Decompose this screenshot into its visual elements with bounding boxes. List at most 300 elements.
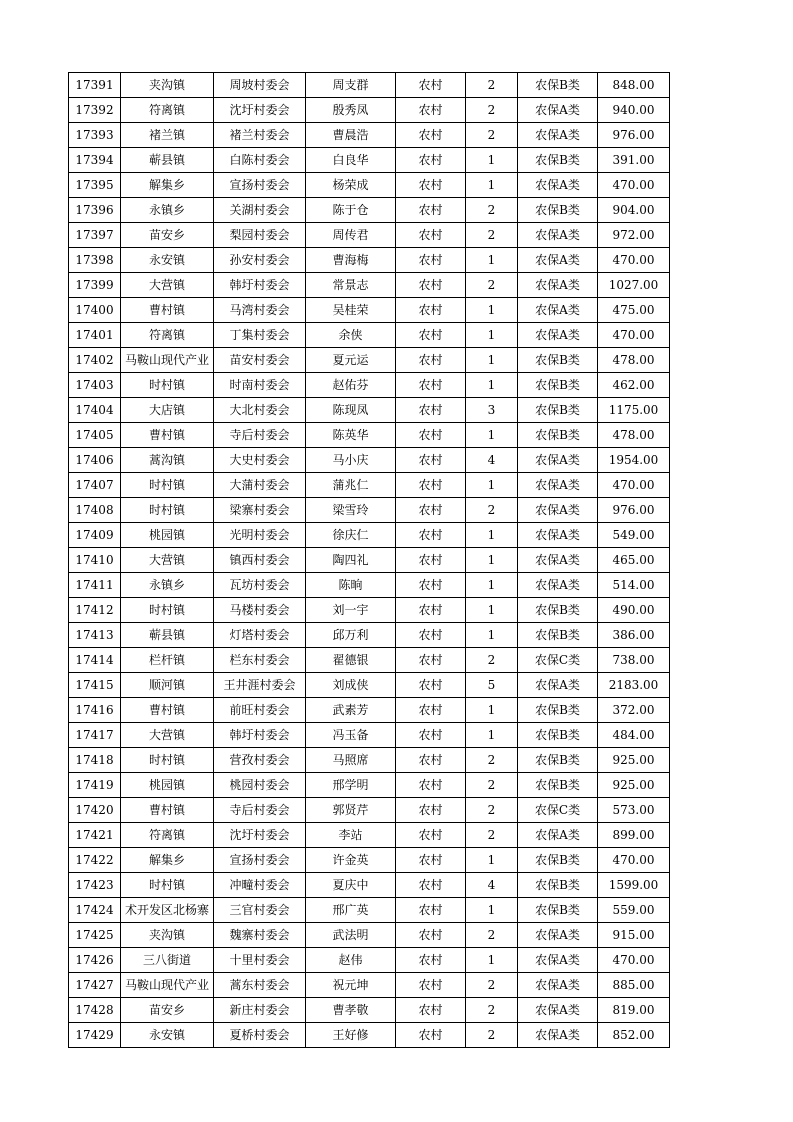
amount-cell: 940.00 xyxy=(598,98,670,123)
person-name-cell: 陈现凤 xyxy=(306,398,396,423)
village-committee-cell: 沈圩村委会 xyxy=(214,98,306,123)
village-committee-cell: 大蒲村委会 xyxy=(214,473,306,498)
amount-cell: 885.00 xyxy=(598,973,670,998)
insurance-type-cell: 农保A类 xyxy=(518,173,598,198)
row-id-cell: 17396 xyxy=(69,198,121,223)
village-committee-cell: 寺后村委会 xyxy=(214,798,306,823)
town-cell: 符离镇 xyxy=(121,823,214,848)
person-name-cell: 祝元坤 xyxy=(306,973,396,998)
person-name-cell: 杨荣成 xyxy=(306,173,396,198)
insurance-type-cell: 农保B类 xyxy=(518,898,598,923)
area-type-cell: 农村 xyxy=(396,348,466,373)
table-row xyxy=(69,198,670,223)
row-id-cell: 17391 xyxy=(69,73,121,98)
insurance-type-cell: 农保B类 xyxy=(518,698,598,723)
amount-cell: 372.00 xyxy=(598,698,670,723)
person-name-cell: 曹孝敬 xyxy=(306,998,396,1023)
area-type-cell: 农村 xyxy=(396,798,466,823)
row-id-cell: 17397 xyxy=(69,223,121,248)
insurance-type-cell: 农保A类 xyxy=(518,273,598,298)
insurance-type-cell: 农保A类 xyxy=(518,448,598,473)
village-committee-cell: 魏寨村委会 xyxy=(214,923,306,948)
person-name-cell: 曹晨浩 xyxy=(306,123,396,148)
area-type-cell: 农村 xyxy=(396,273,466,298)
amount-cell: 1954.00 xyxy=(598,448,670,473)
town-cell: 时村镇 xyxy=(121,373,214,398)
insurance-type-cell: 农保B类 xyxy=(518,73,598,98)
household-count-cell: 1 xyxy=(466,898,518,923)
area-type-cell: 农村 xyxy=(396,598,466,623)
amount-cell: 514.00 xyxy=(598,573,670,598)
household-count-cell: 1 xyxy=(466,323,518,348)
area-type-cell: 农村 xyxy=(396,973,466,998)
row-id-cell: 17400 xyxy=(69,298,121,323)
village-committee-cell: 苗安村委会 xyxy=(214,348,306,373)
household-count-cell: 1 xyxy=(466,598,518,623)
village-committee-cell: 夏桥村委会 xyxy=(214,1023,306,1048)
amount-cell: 976.00 xyxy=(598,123,670,148)
household-count-cell: 2 xyxy=(466,198,518,223)
town-cell: 永镇乡 xyxy=(121,198,214,223)
row-id-cell: 17406 xyxy=(69,448,121,473)
person-name-cell: 周支群 xyxy=(306,73,396,98)
household-count-cell: 2 xyxy=(466,773,518,798)
table-row xyxy=(69,973,670,998)
table-row xyxy=(69,998,670,1023)
person-name-cell: 马小庆 xyxy=(306,448,396,473)
table-row xyxy=(69,73,670,98)
area-type-cell: 农村 xyxy=(396,173,466,198)
town-cell: 蕲县镇 xyxy=(121,623,214,648)
village-committee-cell: 马湾村委会 xyxy=(214,298,306,323)
row-id-cell: 17392 xyxy=(69,98,121,123)
area-type-cell: 农村 xyxy=(396,448,466,473)
row-id-cell: 17393 xyxy=(69,123,121,148)
household-count-cell: 2 xyxy=(466,98,518,123)
person-name-cell: 吴桂荣 xyxy=(306,298,396,323)
table-row xyxy=(69,948,670,973)
person-name-cell: 蒲兆仁 xyxy=(306,473,396,498)
amount-cell: 1175.00 xyxy=(598,398,670,423)
area-type-cell: 农村 xyxy=(396,823,466,848)
village-committee-cell: 营孜村委会 xyxy=(214,748,306,773)
area-type-cell: 农村 xyxy=(396,123,466,148)
area-type-cell: 农村 xyxy=(396,873,466,898)
area-type-cell: 农村 xyxy=(396,998,466,1023)
person-name-cell: 郭贤芹 xyxy=(306,798,396,823)
area-type-cell: 农村 xyxy=(396,373,466,398)
village-committee-cell: 周坡村委会 xyxy=(214,73,306,98)
insurance-type-cell: 农保B类 xyxy=(518,198,598,223)
amount-cell: 549.00 xyxy=(598,523,670,548)
town-cell: 永安镇 xyxy=(121,1023,214,1048)
town-cell: 褚兰镇 xyxy=(121,123,214,148)
village-committee-cell: 王井涯村委会 xyxy=(214,673,306,698)
household-count-cell: 1 xyxy=(466,473,518,498)
insurance-type-cell: 农保A类 xyxy=(518,673,598,698)
household-count-cell: 1 xyxy=(466,298,518,323)
town-cell: 时村镇 xyxy=(121,598,214,623)
insurance-type-cell: 农保B类 xyxy=(518,623,598,648)
insurance-type-cell: 农保A类 xyxy=(518,573,598,598)
town-cell: 桃园镇 xyxy=(121,773,214,798)
town-cell: 解集乡 xyxy=(121,848,214,873)
insurance-type-cell: 农保A类 xyxy=(518,98,598,123)
amount-cell: 1027.00 xyxy=(598,273,670,298)
village-committee-cell: 瓦坊村委会 xyxy=(214,573,306,598)
town-cell: 术开发区北杨寨 xyxy=(121,898,214,923)
village-committee-cell: 大史村委会 xyxy=(214,448,306,473)
area-type-cell: 农村 xyxy=(396,73,466,98)
amount-cell: 852.00 xyxy=(598,1023,670,1048)
row-id-cell: 17399 xyxy=(69,273,121,298)
village-committee-cell: 寺后村委会 xyxy=(214,423,306,448)
person-name-cell: 陈英华 xyxy=(306,423,396,448)
area-type-cell: 农村 xyxy=(396,523,466,548)
insurance-type-cell: 农保A类 xyxy=(518,948,598,973)
insurance-type-cell: 农保B类 xyxy=(518,398,598,423)
insurance-type-cell: 农保C类 xyxy=(518,648,598,673)
household-count-cell: 1 xyxy=(466,248,518,273)
village-committee-cell: 梨园村委会 xyxy=(214,223,306,248)
table-row xyxy=(69,298,670,323)
village-committee-cell: 梁寨村委会 xyxy=(214,498,306,523)
row-id-cell: 17418 xyxy=(69,748,121,773)
area-type-cell: 农村 xyxy=(396,648,466,673)
household-count-cell: 1 xyxy=(466,723,518,748)
person-name-cell: 武法明 xyxy=(306,923,396,948)
town-cell: 解集乡 xyxy=(121,173,214,198)
area-type-cell: 农村 xyxy=(396,723,466,748)
town-cell: 符离镇 xyxy=(121,323,214,348)
village-committee-cell: 时南村委会 xyxy=(214,373,306,398)
table-row xyxy=(69,748,670,773)
amount-cell: 819.00 xyxy=(598,998,670,1023)
person-name-cell: 白良华 xyxy=(306,148,396,173)
household-count-cell: 1 xyxy=(466,373,518,398)
person-name-cell: 李站 xyxy=(306,823,396,848)
table-row xyxy=(69,1023,670,1048)
amount-cell: 470.00 xyxy=(598,948,670,973)
village-committee-cell: 十里村委会 xyxy=(214,948,306,973)
village-committee-cell: 蒿东村委会 xyxy=(214,973,306,998)
insurance-type-cell: 农保A类 xyxy=(518,823,598,848)
amount-cell: 573.00 xyxy=(598,798,670,823)
row-id-cell: 17424 xyxy=(69,898,121,923)
insurance-type-cell: 农保A类 xyxy=(518,298,598,323)
amount-cell: 484.00 xyxy=(598,723,670,748)
insurance-type-cell: 农保A类 xyxy=(518,548,598,573)
area-type-cell: 农村 xyxy=(396,148,466,173)
person-name-cell: 王好修 xyxy=(306,1023,396,1048)
town-cell: 永镇乡 xyxy=(121,573,214,598)
town-cell: 时村镇 xyxy=(121,873,214,898)
person-name-cell: 武素芳 xyxy=(306,698,396,723)
table-row xyxy=(69,323,670,348)
village-committee-cell: 栏东村委会 xyxy=(214,648,306,673)
table-row xyxy=(69,698,670,723)
person-name-cell: 周传君 xyxy=(306,223,396,248)
amount-cell: 972.00 xyxy=(598,223,670,248)
row-id-cell: 17395 xyxy=(69,173,121,198)
household-count-cell: 2 xyxy=(466,973,518,998)
insurance-type-cell: 农保A类 xyxy=(518,123,598,148)
insurance-type-cell: 农保B类 xyxy=(518,423,598,448)
area-type-cell: 农村 xyxy=(396,498,466,523)
table-row xyxy=(69,598,670,623)
table-row xyxy=(69,148,670,173)
area-type-cell: 农村 xyxy=(396,898,466,923)
person-name-cell: 常景志 xyxy=(306,273,396,298)
household-count-cell: 1 xyxy=(466,623,518,648)
household-count-cell: 2 xyxy=(466,823,518,848)
town-cell: 永安镇 xyxy=(121,248,214,273)
row-id-cell: 17410 xyxy=(69,548,121,573)
row-id-cell: 17422 xyxy=(69,848,121,873)
household-count-cell: 2 xyxy=(466,73,518,98)
household-count-cell: 2 xyxy=(466,748,518,773)
village-committee-cell: 沈圩村委会 xyxy=(214,823,306,848)
person-name-cell: 赵佑芬 xyxy=(306,373,396,398)
table-row xyxy=(69,773,670,798)
insurance-type-cell: 农保A类 xyxy=(518,973,598,998)
insurance-type-cell: 农保A类 xyxy=(518,473,598,498)
town-cell: 三八街道 xyxy=(121,948,214,973)
insurance-type-cell: 农保A类 xyxy=(518,523,598,548)
amount-cell: 391.00 xyxy=(598,148,670,173)
person-name-cell: 翟德银 xyxy=(306,648,396,673)
household-count-cell: 1 xyxy=(466,948,518,973)
area-type-cell: 农村 xyxy=(396,298,466,323)
village-committee-cell: 褚兰村委会 xyxy=(214,123,306,148)
insurance-type-cell: 农保A类 xyxy=(518,498,598,523)
village-committee-cell: 宣扬村委会 xyxy=(214,173,306,198)
village-committee-cell: 镇西村委会 xyxy=(214,548,306,573)
insurance-type-cell: 农保A类 xyxy=(518,323,598,348)
amount-cell: 470.00 xyxy=(598,848,670,873)
household-count-cell: 2 xyxy=(466,1023,518,1048)
town-cell: 蕲县镇 xyxy=(121,148,214,173)
household-count-cell: 2 xyxy=(466,273,518,298)
table-row xyxy=(69,648,670,673)
row-id-cell: 17427 xyxy=(69,973,121,998)
village-committee-cell: 三官村委会 xyxy=(214,898,306,923)
amount-cell: 465.00 xyxy=(598,548,670,573)
amount-cell: 386.00 xyxy=(598,623,670,648)
amount-cell: 478.00 xyxy=(598,348,670,373)
row-id-cell: 17398 xyxy=(69,248,121,273)
area-type-cell: 农村 xyxy=(396,623,466,648)
table-row xyxy=(69,173,670,198)
row-id-cell: 17421 xyxy=(69,823,121,848)
row-id-cell: 17429 xyxy=(69,1023,121,1048)
table-row xyxy=(69,673,670,698)
area-type-cell: 农村 xyxy=(396,423,466,448)
amount-cell: 478.00 xyxy=(598,423,670,448)
row-id-cell: 17425 xyxy=(69,923,121,948)
row-id-cell: 17419 xyxy=(69,773,121,798)
household-count-cell: 2 xyxy=(466,998,518,1023)
insurance-type-cell: 农保A类 xyxy=(518,998,598,1023)
row-id-cell: 17411 xyxy=(69,573,121,598)
insurance-type-cell: 农保B类 xyxy=(518,148,598,173)
town-cell: 桃园镇 xyxy=(121,523,214,548)
town-cell: 马鞍山现代产业 xyxy=(121,973,214,998)
village-committee-cell: 前旺村委会 xyxy=(214,698,306,723)
village-committee-cell: 光明村委会 xyxy=(214,523,306,548)
village-committee-cell: 白陈村委会 xyxy=(214,148,306,173)
amount-cell: 848.00 xyxy=(598,73,670,98)
person-name-cell: 夏元运 xyxy=(306,348,396,373)
town-cell: 曹村镇 xyxy=(121,698,214,723)
amount-cell: 2183.00 xyxy=(598,673,670,698)
area-type-cell: 农村 xyxy=(396,473,466,498)
amount-cell: 925.00 xyxy=(598,748,670,773)
insurance-type-cell: 农保A类 xyxy=(518,1023,598,1048)
area-type-cell: 农村 xyxy=(396,923,466,948)
area-type-cell: 农村 xyxy=(396,248,466,273)
village-committee-cell: 新庄村委会 xyxy=(214,998,306,1023)
household-count-cell: 5 xyxy=(466,673,518,698)
town-cell: 符离镇 xyxy=(121,98,214,123)
amount-cell: 976.00 xyxy=(598,498,670,523)
person-name-cell: 余侠 xyxy=(306,323,396,348)
table-row xyxy=(69,523,670,548)
table-row xyxy=(69,98,670,123)
row-id-cell: 17420 xyxy=(69,798,121,823)
amount-cell: 490.00 xyxy=(598,598,670,623)
village-committee-cell: 韩圩村委会 xyxy=(214,273,306,298)
insurance-type-cell: 农保B类 xyxy=(518,873,598,898)
row-id-cell: 17413 xyxy=(69,623,121,648)
table-row xyxy=(69,823,670,848)
amount-cell: 470.00 xyxy=(598,248,670,273)
village-committee-cell: 丁集村委会 xyxy=(214,323,306,348)
table-row xyxy=(69,448,670,473)
area-type-cell: 农村 xyxy=(396,323,466,348)
person-name-cell: 赵伟 xyxy=(306,948,396,973)
table-row xyxy=(69,623,670,648)
area-type-cell: 农村 xyxy=(396,223,466,248)
table-row xyxy=(69,923,670,948)
table-row xyxy=(69,873,670,898)
village-committee-cell: 宣扬村委会 xyxy=(214,848,306,873)
amount-cell: 462.00 xyxy=(598,373,670,398)
household-count-cell: 1 xyxy=(466,573,518,598)
row-id-cell: 17394 xyxy=(69,148,121,173)
town-cell: 夹沟镇 xyxy=(121,923,214,948)
household-count-cell: 1 xyxy=(466,148,518,173)
person-name-cell: 徐庆仁 xyxy=(306,523,396,548)
household-count-cell: 1 xyxy=(466,423,518,448)
town-cell: 马鞍山现代产业 xyxy=(121,348,214,373)
person-name-cell: 许金英 xyxy=(306,848,396,873)
amount-cell: 470.00 xyxy=(598,173,670,198)
insurance-type-cell: 农保A类 xyxy=(518,248,598,273)
amount-cell: 470.00 xyxy=(598,473,670,498)
household-count-cell: 1 xyxy=(466,348,518,373)
town-cell: 栏杆镇 xyxy=(121,648,214,673)
row-id-cell: 17408 xyxy=(69,498,121,523)
area-type-cell: 农村 xyxy=(396,948,466,973)
person-name-cell: 殷秀凤 xyxy=(306,98,396,123)
village-committee-cell: 韩圩村委会 xyxy=(214,723,306,748)
town-cell: 顺河镇 xyxy=(121,673,214,698)
household-count-cell: 3 xyxy=(466,398,518,423)
person-name-cell: 刘一宇 xyxy=(306,598,396,623)
household-count-cell: 4 xyxy=(466,873,518,898)
household-count-cell: 1 xyxy=(466,173,518,198)
household-count-cell: 4 xyxy=(466,448,518,473)
insurance-type-cell: 农保B类 xyxy=(518,723,598,748)
town-cell: 蒿沟镇 xyxy=(121,448,214,473)
area-type-cell: 农村 xyxy=(396,98,466,123)
person-name-cell: 陈晌 xyxy=(306,573,396,598)
row-id-cell: 17404 xyxy=(69,398,121,423)
village-committee-cell: 马楼村委会 xyxy=(214,598,306,623)
table-row xyxy=(69,398,670,423)
insurance-type-cell: 农保B类 xyxy=(518,773,598,798)
table-row xyxy=(69,123,670,148)
town-cell: 曹村镇 xyxy=(121,423,214,448)
amount-cell: 559.00 xyxy=(598,898,670,923)
table-row xyxy=(69,223,670,248)
insurance-type-cell: 农保A类 xyxy=(518,223,598,248)
area-type-cell: 农村 xyxy=(396,198,466,223)
amount-cell: 915.00 xyxy=(598,923,670,948)
amount-cell: 1599.00 xyxy=(598,873,670,898)
table-row xyxy=(69,348,670,373)
village-committee-cell: 灯塔村委会 xyxy=(214,623,306,648)
town-cell: 曹村镇 xyxy=(121,798,214,823)
person-name-cell: 夏庆中 xyxy=(306,873,396,898)
person-name-cell: 冯玉备 xyxy=(306,723,396,748)
person-name-cell: 陈于仓 xyxy=(306,198,396,223)
insurance-type-cell: 农保B类 xyxy=(518,373,598,398)
amount-cell: 738.00 xyxy=(598,648,670,673)
area-type-cell: 农村 xyxy=(396,698,466,723)
person-name-cell: 邱万利 xyxy=(306,623,396,648)
row-id-cell: 17412 xyxy=(69,598,121,623)
row-id-cell: 17423 xyxy=(69,873,121,898)
area-type-cell: 农村 xyxy=(396,573,466,598)
village-committee-cell: 关湖村委会 xyxy=(214,198,306,223)
town-cell: 时村镇 xyxy=(121,748,214,773)
table-row xyxy=(69,248,670,273)
area-type-cell: 农村 xyxy=(396,848,466,873)
table-row xyxy=(69,798,670,823)
row-id-cell: 17414 xyxy=(69,648,121,673)
table-row xyxy=(69,373,670,398)
table-row xyxy=(69,898,670,923)
table-row xyxy=(69,573,670,598)
insurance-type-cell: 农保B类 xyxy=(518,748,598,773)
household-count-cell: 2 xyxy=(466,498,518,523)
row-id-cell: 17416 xyxy=(69,698,121,723)
row-id-cell: 17401 xyxy=(69,323,121,348)
row-id-cell: 17407 xyxy=(69,473,121,498)
person-name-cell: 梁雪玲 xyxy=(306,498,396,523)
table-row xyxy=(69,473,670,498)
town-cell: 时村镇 xyxy=(121,473,214,498)
person-name-cell: 马照席 xyxy=(306,748,396,773)
household-count-cell: 2 xyxy=(466,648,518,673)
area-type-cell: 农村 xyxy=(396,673,466,698)
village-committee-cell: 大北村委会 xyxy=(214,398,306,423)
person-name-cell: 刘成侠 xyxy=(306,673,396,698)
household-count-cell: 2 xyxy=(466,923,518,948)
village-committee-cell: 孙安村委会 xyxy=(214,248,306,273)
